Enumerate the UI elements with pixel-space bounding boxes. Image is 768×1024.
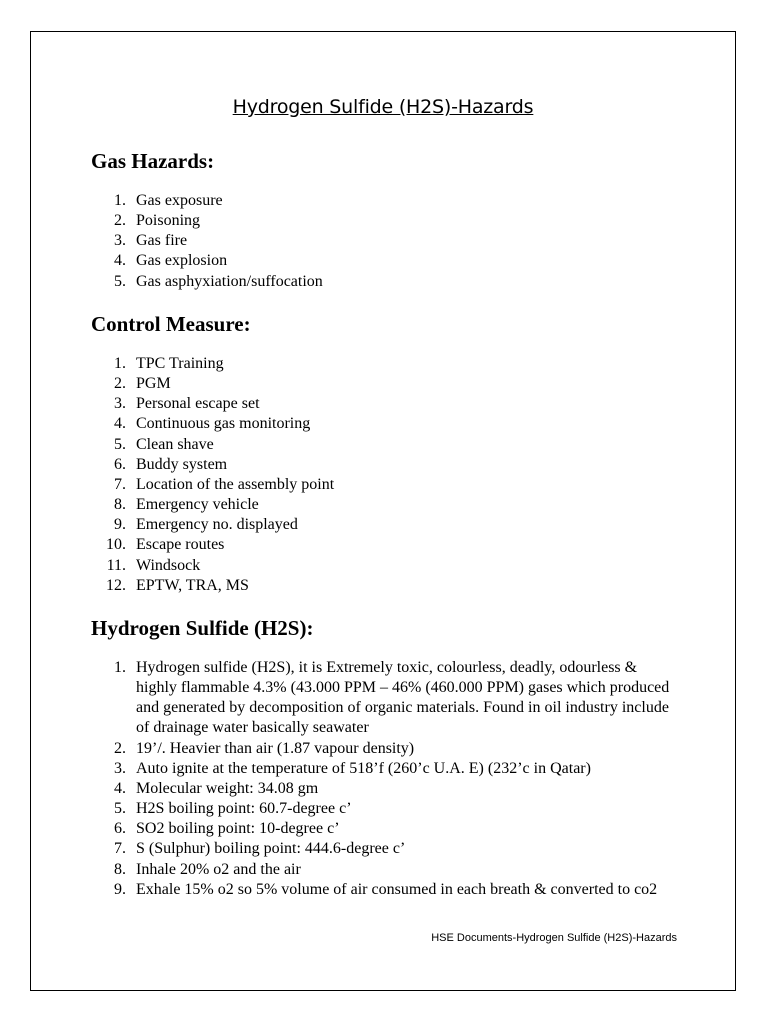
list-item <box>91 819 676 839</box>
list-text: Gas explosion <box>136 252 228 270</box>
document-page <box>30 31 736 991</box>
list-item <box>91 880 676 900</box>
control-measure-list <box>91 354 676 596</box>
list-item <box>91 658 676 739</box>
list-number: 2. <box>114 739 126 757</box>
list-item <box>91 535 676 555</box>
list-number: 2. <box>114 375 126 393</box>
list-item <box>91 394 676 414</box>
list-text: SO2 boiling point: 10-degree c’ <box>136 820 340 838</box>
list-number: 3. <box>114 232 126 250</box>
list-text: Poisoning <box>136 212 201 230</box>
list-item <box>91 272 676 292</box>
list-text: Gas asphyxiation/suffocation <box>136 272 323 290</box>
list-number: 8. <box>114 860 126 878</box>
list-text: 19’/. Heavier than air (1.87 vapour density) <box>136 739 415 757</box>
list-number: 5. <box>114 272 126 290</box>
list-text: Escape routes <box>136 536 225 554</box>
list-text: Auto ignite at the temperature of 518’f (260’c U.A. E) (232’c in Qatar) <box>136 759 591 777</box>
list-text: TPC Training <box>136 355 224 372</box>
list-text: Location of the assembly point <box>136 475 335 493</box>
section-heading-hydrogen-sulfide: Hydrogen Sulfide (H2S): <box>91 616 314 640</box>
list-number: 1. <box>114 659 126 676</box>
list-item <box>91 354 676 374</box>
list-item <box>91 231 676 251</box>
list-number: 12. <box>106 576 126 594</box>
list-item <box>91 374 676 394</box>
list-number: 8. <box>114 496 126 514</box>
list-number: 6. <box>114 455 126 473</box>
list-item <box>91 435 676 455</box>
list-item <box>91 779 676 799</box>
section-heading-control-measure: Control Measure: <box>91 312 251 336</box>
list-number: 1. <box>114 192 126 209</box>
list-number: 3. <box>114 395 126 413</box>
list-item <box>91 475 676 495</box>
list-text: Personal escape set <box>136 395 260 413</box>
list-text: Windsock <box>136 556 201 574</box>
section-heading-gas-hazards: Gas Hazards: <box>91 149 215 173</box>
list-text: S (Sulphur) boiling point: 444.6-degree c’ <box>136 840 406 858</box>
list-text: Gas exposure <box>136 192 223 209</box>
list-number: 7. <box>114 475 126 493</box>
list-number: 1. <box>114 355 126 372</box>
list-number: 6. <box>114 820 126 838</box>
page-title: Hydrogen Sulfide (H2S)-Hazards <box>232 96 534 118</box>
list-text: Hydrogen sulfide (H2S), it is Extremely toxic, colourless, deadly, odourless & highly flammable 4.3% (43.000 PPM – 46% (460.000 PPM) gases which produced and generated by decomposition of organic materials. Found in oil industry include of drainage water basically seawater <box>136 659 670 737</box>
list-text: Clean shave <box>136 435 214 453</box>
list-item <box>91 576 676 596</box>
list-text: Molecular weight: 34.08 gm <box>136 779 319 797</box>
list-item <box>91 759 676 779</box>
list-item <box>91 414 676 434</box>
list-item <box>91 799 676 819</box>
list-number: 5. <box>114 800 126 818</box>
list-text: Emergency no. displayed <box>136 516 298 534</box>
gas-hazards-list <box>91 191 676 292</box>
list-text: Emergency vehicle <box>136 496 259 514</box>
list-item <box>91 860 676 880</box>
list-text: H2S boiling point: 60.7-degree c’ <box>136 800 352 818</box>
list-item <box>91 251 676 271</box>
list-item <box>91 211 676 231</box>
list-item <box>91 839 676 859</box>
list-text: Continuous gas monitoring <box>136 415 311 433</box>
list-number: 4. <box>114 252 126 270</box>
list-number: 10. <box>106 536 126 554</box>
hydrogen-sulfide-list <box>91 658 676 900</box>
list-number: 9. <box>114 880 126 898</box>
list-number: 5. <box>114 435 126 453</box>
list-number: 7. <box>114 840 126 858</box>
list-number: 11. <box>106 556 126 574</box>
list-item <box>91 455 676 475</box>
list-text: Buddy system <box>136 455 228 473</box>
list-item <box>91 556 676 576</box>
list-number: 3. <box>114 759 126 777</box>
list-item <box>91 191 676 211</box>
list-number: 4. <box>114 415 126 433</box>
list-item <box>91 739 676 759</box>
list-number: 9. <box>114 516 126 534</box>
list-item <box>91 495 676 515</box>
list-item <box>91 515 676 535</box>
list-text: Inhale 20% o2 and the air <box>136 860 301 878</box>
list-text: Exhale 15% o2 so 5% volume of air consumed in each breath & converted to co2 <box>136 880 658 898</box>
list-number: 4. <box>114 779 126 797</box>
page-footer: HSE Documents-Hydrogen Sulfide (H2S)-Hazards <box>431 932 677 944</box>
list-text: EPTW, TRA, MS <box>136 576 249 594</box>
list-number: 2. <box>114 212 126 230</box>
list-text: PGM <box>136 375 171 393</box>
list-text: Gas fire <box>136 232 188 250</box>
